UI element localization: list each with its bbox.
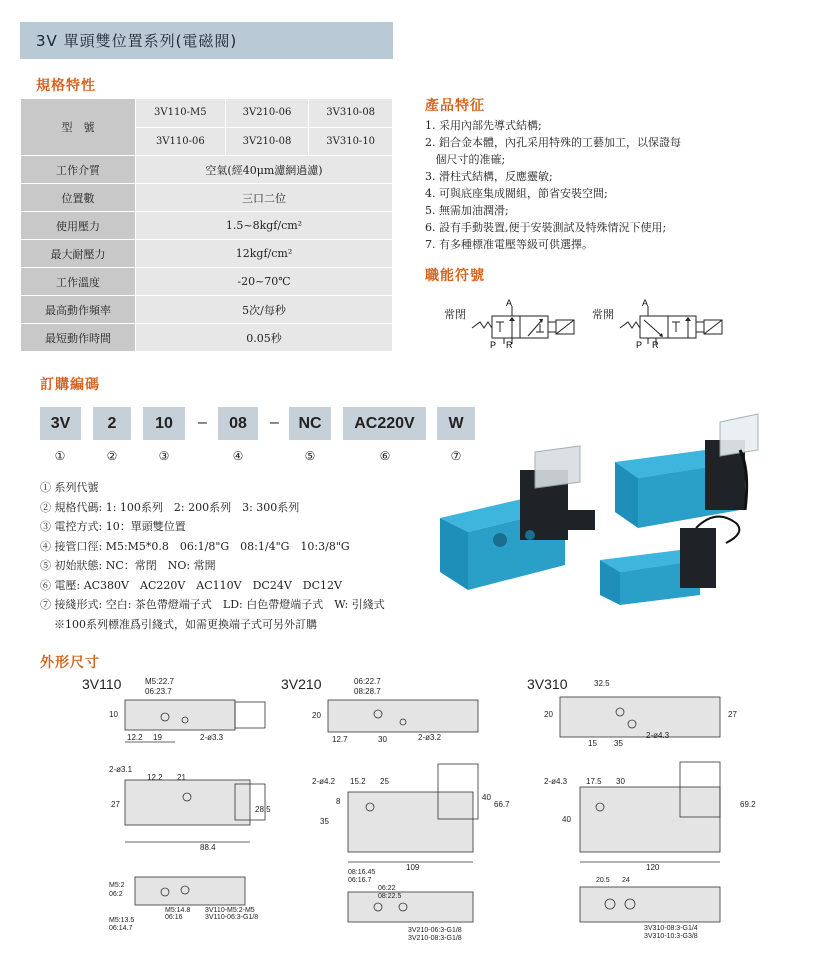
dim-text: 06:22.7 bbox=[354, 677, 381, 686]
code-dash: – bbox=[270, 414, 279, 431]
order-note: ⑦ 接綫形式: 空白: 茶色帶燈端子式 LD: 白色帶燈端子式 W: 引綫式 bbox=[40, 598, 385, 611]
feature-item: 5. 無需加油潤滑; bbox=[425, 204, 509, 217]
dim-text: 08:28.7 bbox=[354, 687, 381, 696]
feature-item: 個尺寸的准確; bbox=[425, 153, 506, 166]
dim-text: 06:2 bbox=[109, 891, 123, 898]
dim-text: 21 bbox=[177, 773, 186, 782]
dim-text: 2-ø4.3 bbox=[544, 777, 568, 786]
dim-text: 2-ø3.1 bbox=[109, 765, 133, 774]
dim-model-label: 3V210 bbox=[281, 676, 322, 692]
dim-text: 19 bbox=[153, 733, 162, 742]
dim-text: 35 bbox=[614, 739, 623, 748]
spec-row-label: 工作介質 bbox=[21, 156, 136, 184]
dim-text: 27 bbox=[111, 800, 120, 809]
dim-text: M5:2 bbox=[109, 882, 125, 889]
dim-text: 109 bbox=[406, 863, 420, 872]
dim-text: 12.7 bbox=[332, 735, 348, 744]
features-heading: 產品特征 bbox=[425, 98, 485, 114]
dim-text: 32.5 bbox=[594, 679, 610, 688]
dim-text: 8 bbox=[336, 797, 341, 806]
dim-text: 08:22.5 bbox=[378, 893, 402, 900]
dim-text: 2-ø3.2 bbox=[418, 733, 442, 742]
model-cell: 3V210-06 bbox=[225, 99, 309, 128]
spec-row-value: 0.05秒 bbox=[136, 324, 393, 352]
product-photo bbox=[440, 400, 800, 610]
code-voltage-box: AC220V bbox=[343, 407, 426, 440]
spec-row-value: 三口二位 bbox=[136, 184, 393, 212]
code-port-box: 08 bbox=[218, 407, 258, 440]
dim-drawing-3v310 bbox=[540, 672, 780, 942]
code-wiring-box: W bbox=[437, 407, 475, 440]
spec-row-value: 空氣(經40μm濾網過濾) bbox=[136, 156, 393, 184]
dim-text: 30 bbox=[378, 735, 387, 744]
dim-text: 3V210-08:3-G1/8 bbox=[408, 935, 462, 942]
spec-row-value: -20~70℃ bbox=[136, 268, 393, 296]
no-valve-symbol bbox=[618, 298, 728, 348]
order-note: ④ 接管口徑: M5:M5*0.8 06:1/8"G 08:1/4"G 10:3/8"G bbox=[40, 539, 350, 553]
code-number: ⑦ bbox=[450, 449, 462, 463]
dim-drawing-3v210 bbox=[308, 672, 518, 947]
feature-item: 6. 設有手動裝置,便于安裝測試及特殊情況下使用; bbox=[425, 221, 667, 234]
port-p-label: P bbox=[636, 340, 643, 348]
order-note: ※100系列標准爲引綫式，如需更換端子式可另外訂購 bbox=[54, 617, 317, 631]
dim-text: 40 bbox=[482, 793, 491, 802]
port-r-label: R bbox=[652, 340, 659, 348]
dim-text: M5:14.8 bbox=[165, 907, 191, 914]
spec-row-label: 最高動作頻率 bbox=[21, 296, 136, 324]
code-number: ④ bbox=[232, 449, 244, 463]
dim-text: 3V110-M5:2-M5 bbox=[205, 907, 255, 914]
code-state-box: NC bbox=[289, 407, 331, 440]
model-label: 型 號 bbox=[21, 99, 136, 156]
order-note: ① 系列代號 bbox=[40, 481, 99, 494]
dim-text: 40 bbox=[562, 815, 571, 824]
feature-item: 1. 采用內部先導式結構; bbox=[425, 119, 542, 132]
spec-heading: 規格特性 bbox=[36, 78, 96, 94]
dim-text: 20 bbox=[544, 710, 553, 719]
dim-text: 06:14.7 bbox=[109, 925, 133, 932]
dim-text: 3V310-10:3-G3/8 bbox=[644, 933, 698, 940]
dim-text: 24 bbox=[622, 877, 630, 884]
code-number: ③ bbox=[158, 449, 170, 463]
port-a-label: A bbox=[642, 298, 649, 308]
code-control-box: 10 bbox=[143, 407, 185, 440]
features-list bbox=[425, 117, 805, 253]
dim-text: 20.5 bbox=[596, 877, 610, 884]
dim-text: 2-ø3.3 bbox=[200, 733, 224, 742]
dim-text: 06:22 bbox=[378, 885, 396, 892]
dim-text: 69.2 bbox=[740, 800, 756, 809]
feature-item: 3. 滑柱式結構，反應靈敏; bbox=[425, 170, 553, 183]
model-cell: 3V310-10 bbox=[309, 127, 393, 156]
feature-item: 7. 有多種標准電壓等級可供選擇。 bbox=[425, 238, 593, 251]
dim-text: 12.2 bbox=[147, 773, 163, 782]
model-cell: 3V110-06 bbox=[136, 127, 226, 156]
order-notes bbox=[40, 478, 385, 634]
dim-text: 10 bbox=[109, 710, 118, 719]
code-number: ② bbox=[106, 449, 118, 463]
dim-text: 25 bbox=[380, 777, 389, 786]
order-note: ⑥ 電壓: AC380V AC220V AC110V DC24V DC12V bbox=[40, 578, 342, 592]
dim-text: 88.4 bbox=[200, 843, 216, 852]
spec-row-value: 12kgf/cm² bbox=[136, 240, 393, 268]
model-cell: 3V310-08 bbox=[309, 99, 393, 128]
spec-table bbox=[20, 98, 393, 352]
order-note: ② 規格代碼: 1: 100系列 2: 200系列 3: 300系列 bbox=[40, 500, 300, 514]
dim-text: 2-ø4.3 bbox=[646, 731, 670, 740]
code-dash: – bbox=[198, 414, 207, 431]
dim-drawing-3v110 bbox=[105, 672, 275, 942]
order-note: ③ 電控方式: 10：單頭雙位置 bbox=[40, 520, 186, 533]
feature-item: 2. 鋁合金本體，內孔采用特殊的工藝加工，以保證每 bbox=[425, 136, 681, 149]
dim-text: 28.5 bbox=[255, 805, 271, 814]
port-r-label: R bbox=[506, 340, 513, 348]
order-note: ⑤ 初始狀態: NC：常閉 NO: 常開 bbox=[40, 559, 216, 572]
feature-item: 4. 可與底座集成閥組，節省安裝空間; bbox=[425, 187, 608, 200]
nc-valve-symbol bbox=[470, 298, 580, 348]
order-heading: 訂購編碼 bbox=[40, 377, 100, 393]
dim-text: 08:16.45 bbox=[348, 869, 376, 876]
code-spec-box: 2 bbox=[93, 407, 131, 440]
nc-label: 常閉 bbox=[444, 308, 466, 321]
dim-text: 3V210-06:3-G1/8 bbox=[408, 927, 462, 934]
spec-row-label: 位置數 bbox=[21, 184, 136, 212]
code-number: ⑥ bbox=[379, 449, 391, 463]
spec-row-label: 最短動作時間 bbox=[21, 324, 136, 352]
dim-text: 06:16.7 bbox=[348, 877, 372, 884]
dim-text: 3V310-08:3-G1/4 bbox=[644, 925, 698, 932]
dim-text: 06:23.7 bbox=[145, 687, 172, 696]
dim-text: 06:16 bbox=[165, 914, 183, 921]
spec-row-label: 使用壓力 bbox=[21, 212, 136, 240]
dim-model-label: 3V310 bbox=[527, 676, 568, 692]
dim-model-label: 3V110 bbox=[82, 676, 122, 692]
symbols-heading: 職能符號 bbox=[425, 268, 485, 284]
spec-row-value: 1.5~8kgf/cm² bbox=[136, 212, 393, 240]
port-a-label: A bbox=[506, 298, 513, 308]
dim-text: M5:13.5 bbox=[109, 917, 135, 924]
dim-text: M5:22.7 bbox=[145, 677, 174, 686]
model-cell: 3V210-08 bbox=[225, 127, 309, 156]
model-cell: 3V110-M5 bbox=[136, 99, 226, 128]
spec-row-value: 5次/每秒 bbox=[136, 296, 393, 324]
dim-text: 12.2 bbox=[127, 733, 143, 742]
no-label: 常開 bbox=[592, 308, 614, 321]
spec-row-label: 最大耐壓力 bbox=[21, 240, 136, 268]
dim-text: 27 bbox=[728, 710, 737, 719]
dim-text: 15 bbox=[588, 739, 597, 748]
dims-heading: 外形尺寸 bbox=[40, 655, 100, 671]
page-title: 3V 單頭雙位置系列(電磁閥) bbox=[20, 22, 393, 59]
dim-text: 120 bbox=[646, 863, 660, 872]
code-number: ⑤ bbox=[304, 449, 316, 463]
code-series-box: 3V bbox=[40, 407, 81, 440]
dim-text: 17.5 bbox=[586, 777, 602, 786]
code-number: ① bbox=[54, 449, 66, 463]
port-p-label: P bbox=[490, 340, 497, 348]
dim-text: 2-ø4.2 bbox=[312, 777, 336, 786]
dim-text: 3V110-06:3-G1/8 bbox=[205, 914, 259, 921]
dim-text: 20 bbox=[312, 711, 321, 720]
dim-text: 15.2 bbox=[350, 777, 366, 786]
dim-text: 30 bbox=[616, 777, 625, 786]
dim-text: 66.7 bbox=[494, 800, 510, 809]
spec-row-label: 工作溫度 bbox=[21, 268, 136, 296]
dim-text: 35 bbox=[320, 817, 329, 826]
